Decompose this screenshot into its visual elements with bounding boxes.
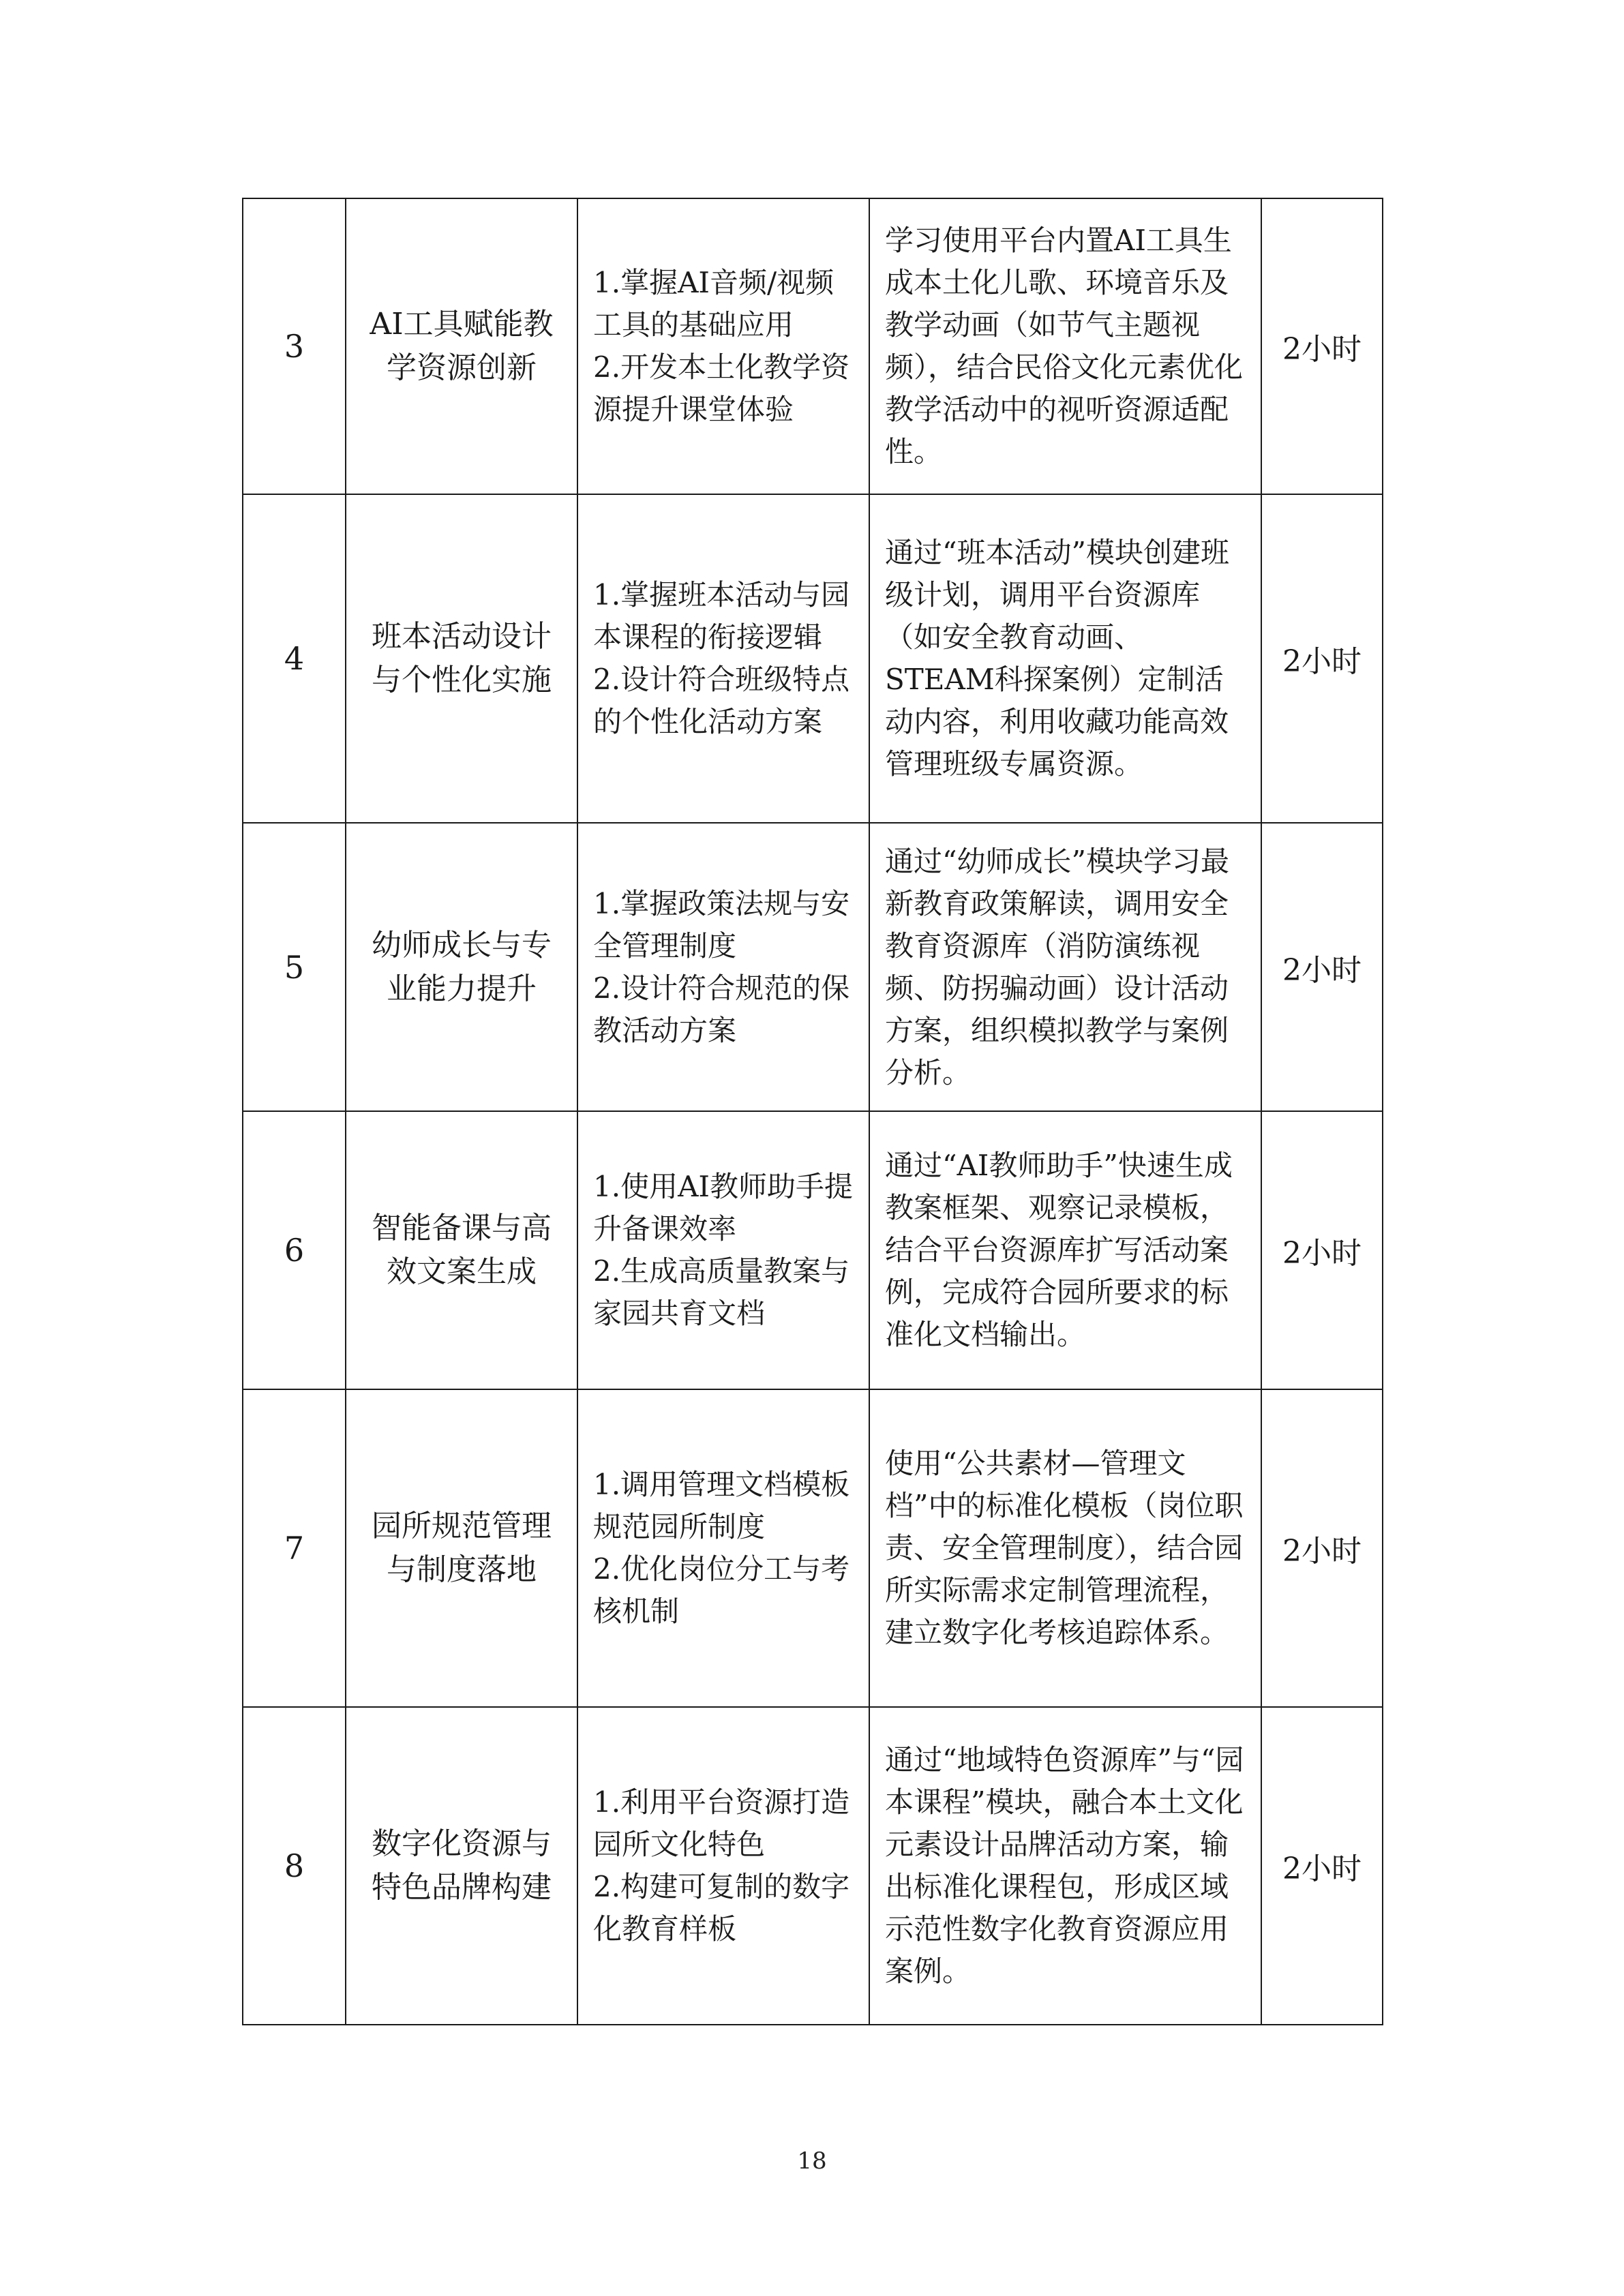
goal-item: 1.掌握政策法规与安全管理制度 [593, 886, 850, 963]
goal-cell [577, 1389, 869, 1707]
topic-cell: AI工具赋能教学资源创新 [346, 198, 577, 494]
goal-cell [577, 198, 869, 494]
goal-item: 1.调用管理文档模板规范园所制度 [593, 1468, 850, 1543]
goal-item: 1.掌握AI音频/视频工具的基础应用 [593, 266, 834, 342]
hours-cell: 2小时 [1261, 1707, 1383, 2025]
hours-cell: 2小时 [1261, 198, 1383, 494]
hours-cell: 2小时 [1261, 494, 1383, 823]
table-row [243, 1707, 1383, 2025]
content-cell: 通过“地域特色资源库”与“园本课程”模块，融合本土文化元素设计品牌活动方案，输出标准化课程包，形成区域示范性数字化教育资源应用案例。 [869, 1707, 1261, 2025]
goal-item: 1.掌握班本活动与园本课程的衔接逻辑 [593, 578, 850, 654]
content-cell: 通过“AI教师助手”快速生成教案框架、观察记录模板，结合平台资源库扩写活动案例，完成符合园所要求的标准化文档输出。 [869, 1111, 1261, 1389]
table-row [243, 1111, 1383, 1389]
hours-cell: 2小时 [1261, 1111, 1383, 1389]
goal-item: 1.利用平台资源打造园所文化特色 [593, 1785, 850, 1861]
table-row [243, 1389, 1383, 1707]
goal-item: 2.设计符合班级特点的个性化活动方案 [593, 663, 850, 738]
topic-cell: 班本活动设计与个性化实施 [346, 494, 577, 823]
row-number: 7 [243, 1389, 346, 1707]
row-number: 5 [243, 823, 346, 1111]
topic-cell: 数字化资源与特色品牌构建 [346, 1707, 577, 2025]
goal-item: 1.使用AI教师助手提升备课效率 [593, 1170, 853, 1245]
topic-cell: 园所规范管理与制度落地 [346, 1389, 577, 1707]
topic-cell: 智能备课与高效文案生成 [346, 1111, 577, 1389]
content-cell: 通过“幼师成长”模块学习最新教育政策解读，调用安全教育资源库（消防演练视频、防拐骗动画）设计活动方案，组织模拟教学与案例分析。 [869, 823, 1261, 1111]
goal-item: 2.生成高质量教案与家园共育文档 [593, 1254, 850, 1330]
goal-item: 2.设计符合规范的保教活动方案 [593, 971, 850, 1047]
row-number: 3 [243, 198, 346, 494]
content-cell: 学习使用平台内置AI工具生成本土化儿歌、环境音乐及教学动画（如节气主题视频），结合民俗文化元素优化教学活动中的视听资源适配性。 [869, 198, 1261, 494]
goal-cell [577, 1707, 869, 2025]
content-cell: 使用“公共素材—管理文档”中的标准化模板（岗位职责、安全管理制度），结合园所实际需求定制管理流程，建立数字化考核追踪体系。 [869, 1389, 1261, 1707]
row-number: 4 [243, 494, 346, 823]
goal-cell [577, 494, 869, 823]
course-table [242, 198, 1383, 2025]
topic-cell: 幼师成长与专业能力提升 [346, 823, 577, 1111]
hours-cell: 2小时 [1261, 1389, 1383, 1707]
hours-cell: 2小时 [1261, 823, 1383, 1111]
goal-item: 2.构建可复制的数字化教育样板 [593, 1870, 850, 1946]
goal-cell [577, 823, 869, 1111]
goal-item: 2.开发本土化教学资源提升课堂体验 [593, 350, 850, 426]
row-number: 8 [243, 1707, 346, 2025]
page-number: 18 [797, 2147, 827, 2175]
table-row [243, 823, 1383, 1111]
goal-item: 2.优化岗位分工与考核机制 [593, 1552, 850, 1628]
goal-cell [577, 1111, 869, 1389]
content-cell: 通过“班本活动”模块创建班级计划，调用平台资源库（如安全教育动画、STEAM科探案例）定制活动内容，利用收藏功能高效管理班级专属资源。 [869, 494, 1261, 823]
table-row [243, 198, 1383, 494]
row-number: 6 [243, 1111, 346, 1389]
table-row [243, 494, 1383, 823]
